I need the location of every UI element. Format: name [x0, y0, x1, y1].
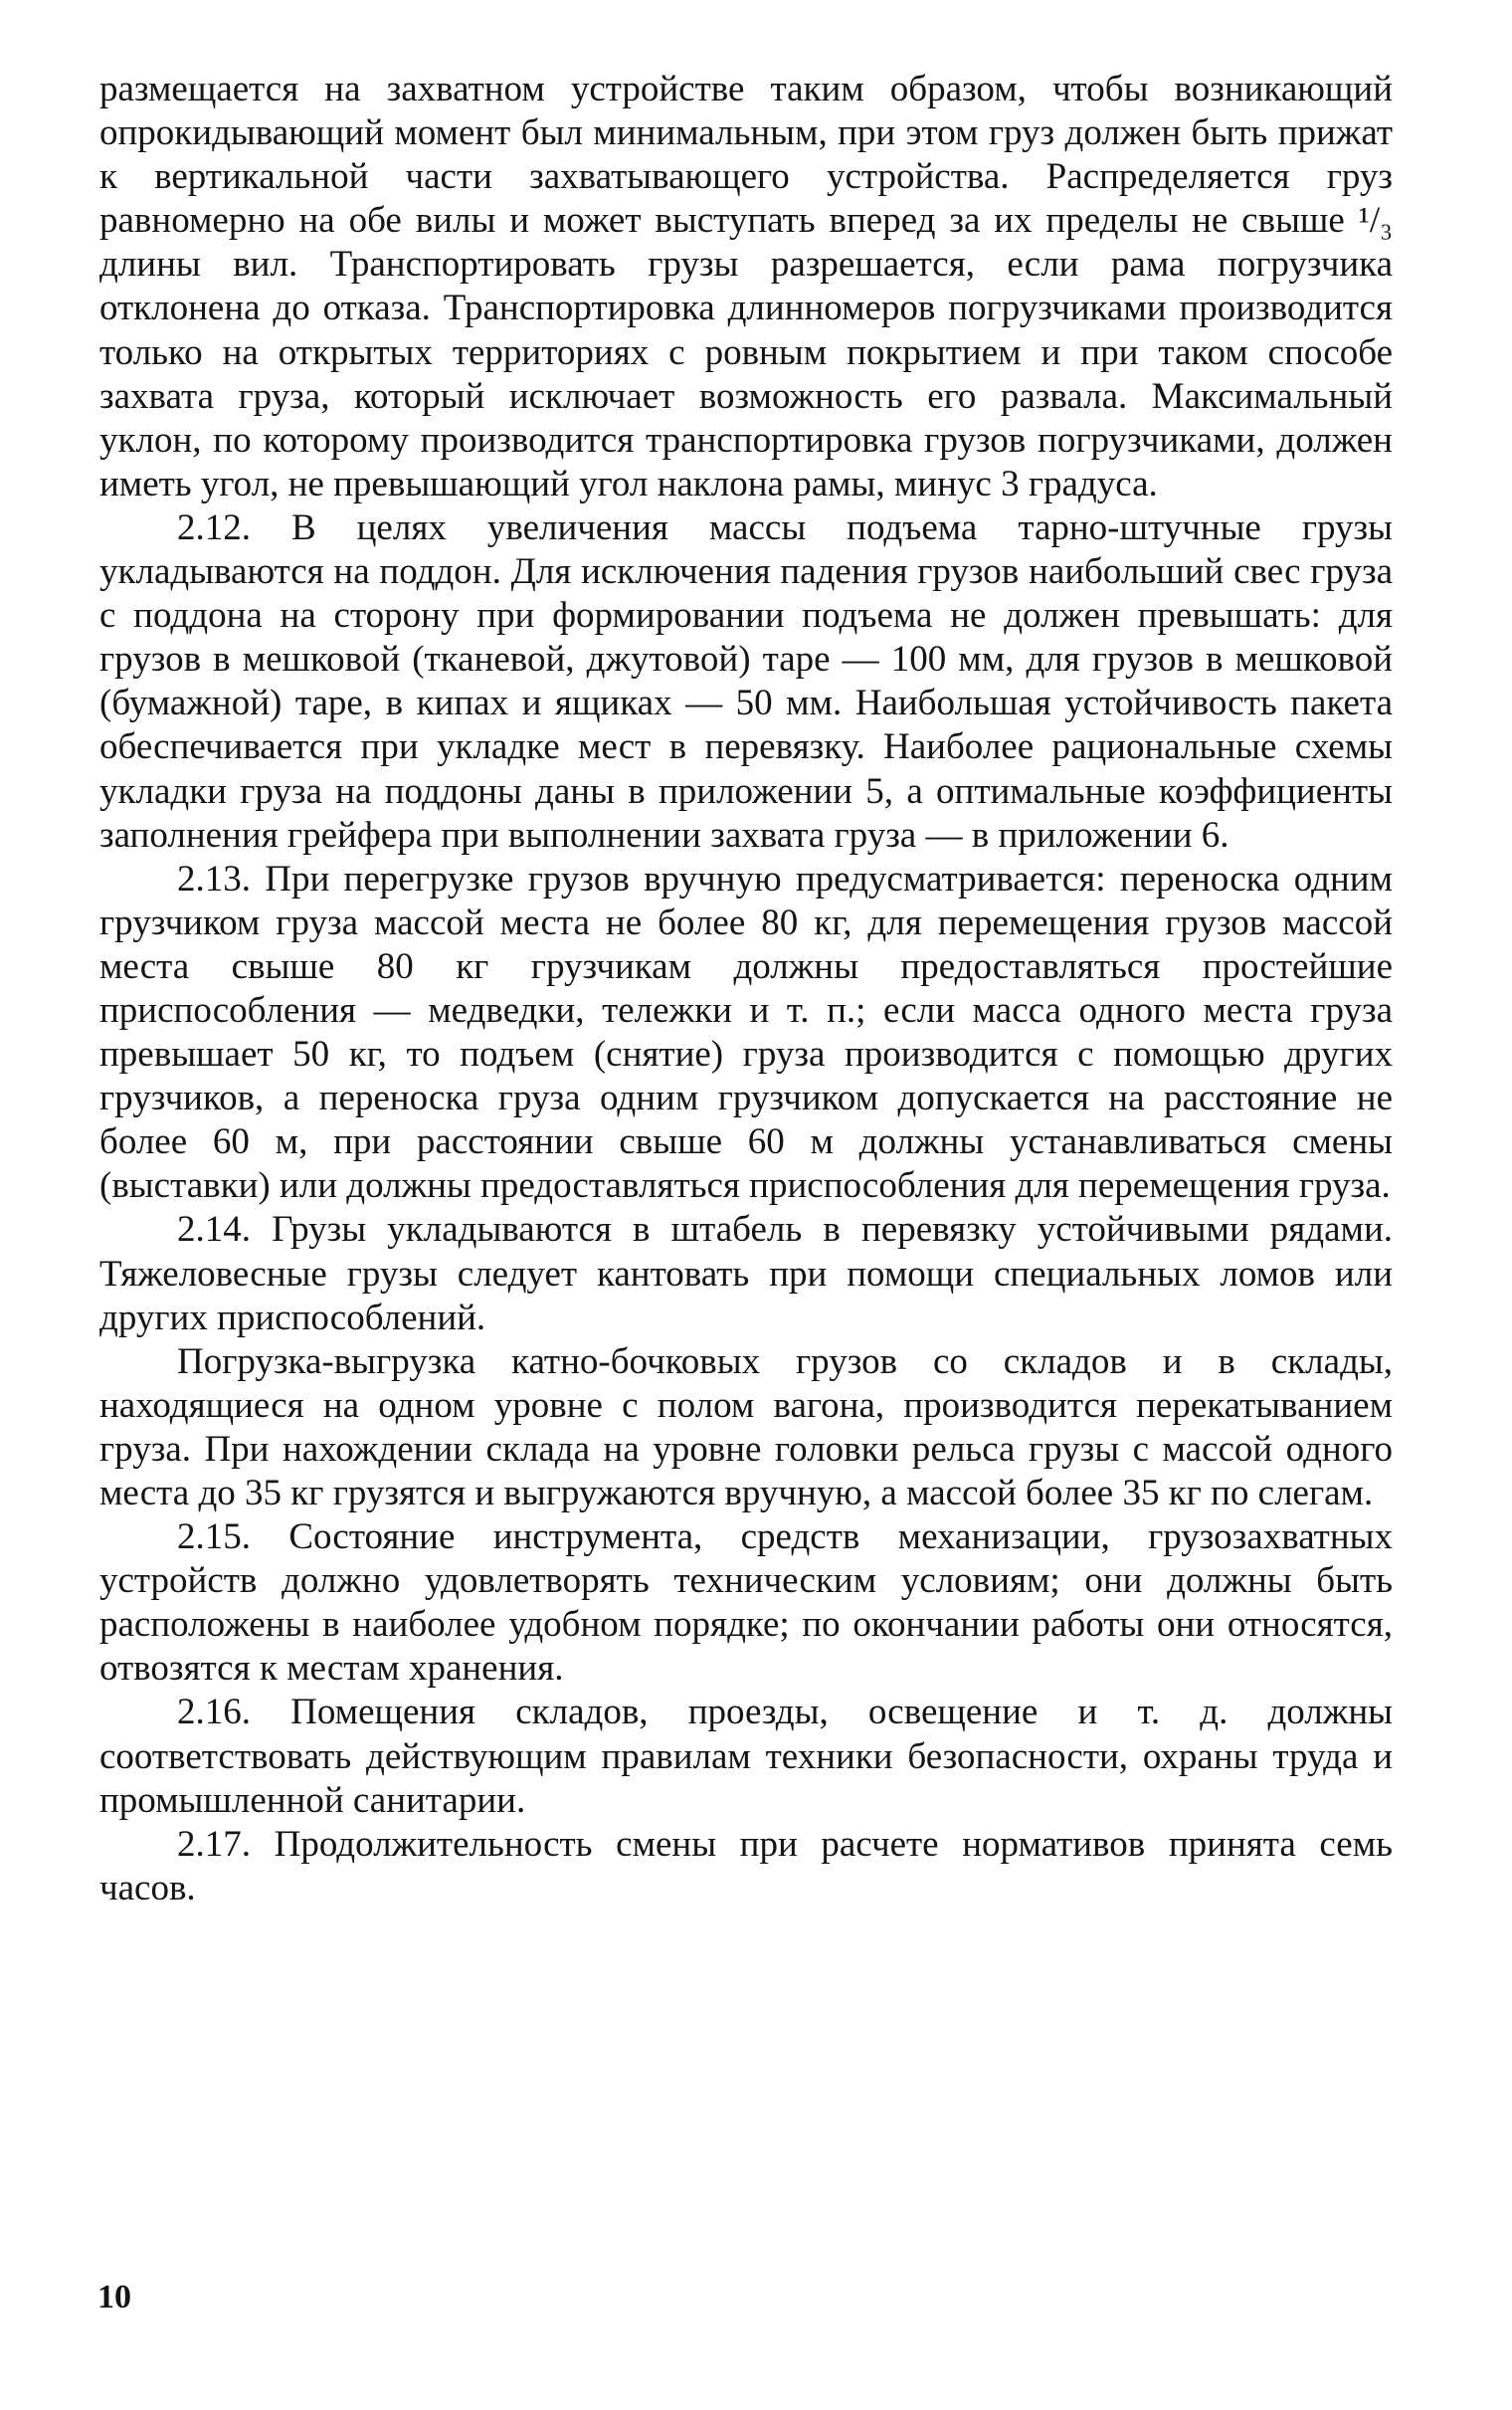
- paragraph-2-15: 2.15. Состояние инструмента, средств механизации, грузозахватных устройств должно удовлетворять техническим условиям; они должны быть расположены в наиболее удобном порядке; по окончании работы они относятся, отвозятся к местам хранения.: [99, 1516, 1393, 1690]
- paragraph-2-14-continued: Погрузка-выгрузка катно-бочковых грузов со складов и в склады, находящиеся на одном уровне с полом вагона, производится перекатыванием груза. При нахождении склада на уровне головки рельса грузы с массой одного места до 35 кг грузятся и выгружаются вручную, а массой более 35 кг по слегам.: [99, 1340, 1393, 1513]
- paragraph-2-12: 2.12. В целях увеличения массы подъема тарно-штучные грузы укладываются на поддон. Для исключения падения грузов наибольший свес груза с поддона на сторону при формировании подъема не должен превышать: для грузов в мешковой (тканевой, джутовой) таре — 100 мм, для грузов в мешковой (бумажной) таре, в кипах и ящиках — 50 мм. Наибольшая устойчивость пакета обеспечивается при укладке мест в перевязку. Наиболее рациональные схемы укладки груза на поддоны даны в приложении 5, а оптимальные коэффициенты заполнения грейфера при выполнении захвата груза — в приложении 6.: [99, 506, 1393, 856]
- page-body: [99, 68, 1393, 1910]
- paragraph-continuation: размещается на захватном устройстве таким образом, чтобы возникающий опрокидывающий момент был минимальным, при этом груз должен быть прижат к вертикальной части захватывающего устройства. Распределяется груз равномерно на обе вилы и может выступать вперед за их пределы не свыше ¹/₃ длины вил. Транспортировать грузы разрешается, если рама погрузчика отклонена до отказа. Транспортировка длинномеров погрузчиками производится только на открытых территориях с ровным покрытием и при таком способе захвата груза, который исключает возможность его развала. Максимальный уклон, по которому производится транспортировка грузов погрузчиками, должен иметь угол, не превышающий угол наклона рамы, минус 3 градуса.: [99, 69, 1393, 504]
- page-number: 10: [97, 2279, 131, 2315]
- paragraph-2-13: 2.13. При перегрузке грузов вручную предусматривается: переноска одним грузчиком груза массой места не более 80 кг, для перемещения грузов массой места свыше 80 кг грузчикам должны предоставляться простейшие приспособления — медведки, тележки и т. п.; если масса одного места груза превышает 50 кг, то подъем (снятие) груза производится с помощью других грузчиков, а переноска груза одним грузчиком допускается на расстояние не более 60 м, при расстоянии свыше 60 м должны устанавливаться смены (выставки) или должны предоставляться приспособления для перемещения груза.: [99, 858, 1393, 1207]
- paragraph-2-16: 2.16. Помещения складов, проезды, освещение и т. д. должны соответствовать действующим правилам техники безопасности, охраны труда и промышленной санитарии.: [99, 1692, 1393, 1821]
- paragraph-2-14: 2.14. Грузы укладываются в штабель в перевязку устойчивыми рядами. Тяжеловесные грузы следует кантовать при помощи специальных ломов или других приспособлений.: [99, 1209, 1393, 1338]
- paragraph-2-17: 2.17. Продолжительность смены при расчете нормативов принята семь часов.: [99, 1823, 1393, 1908]
